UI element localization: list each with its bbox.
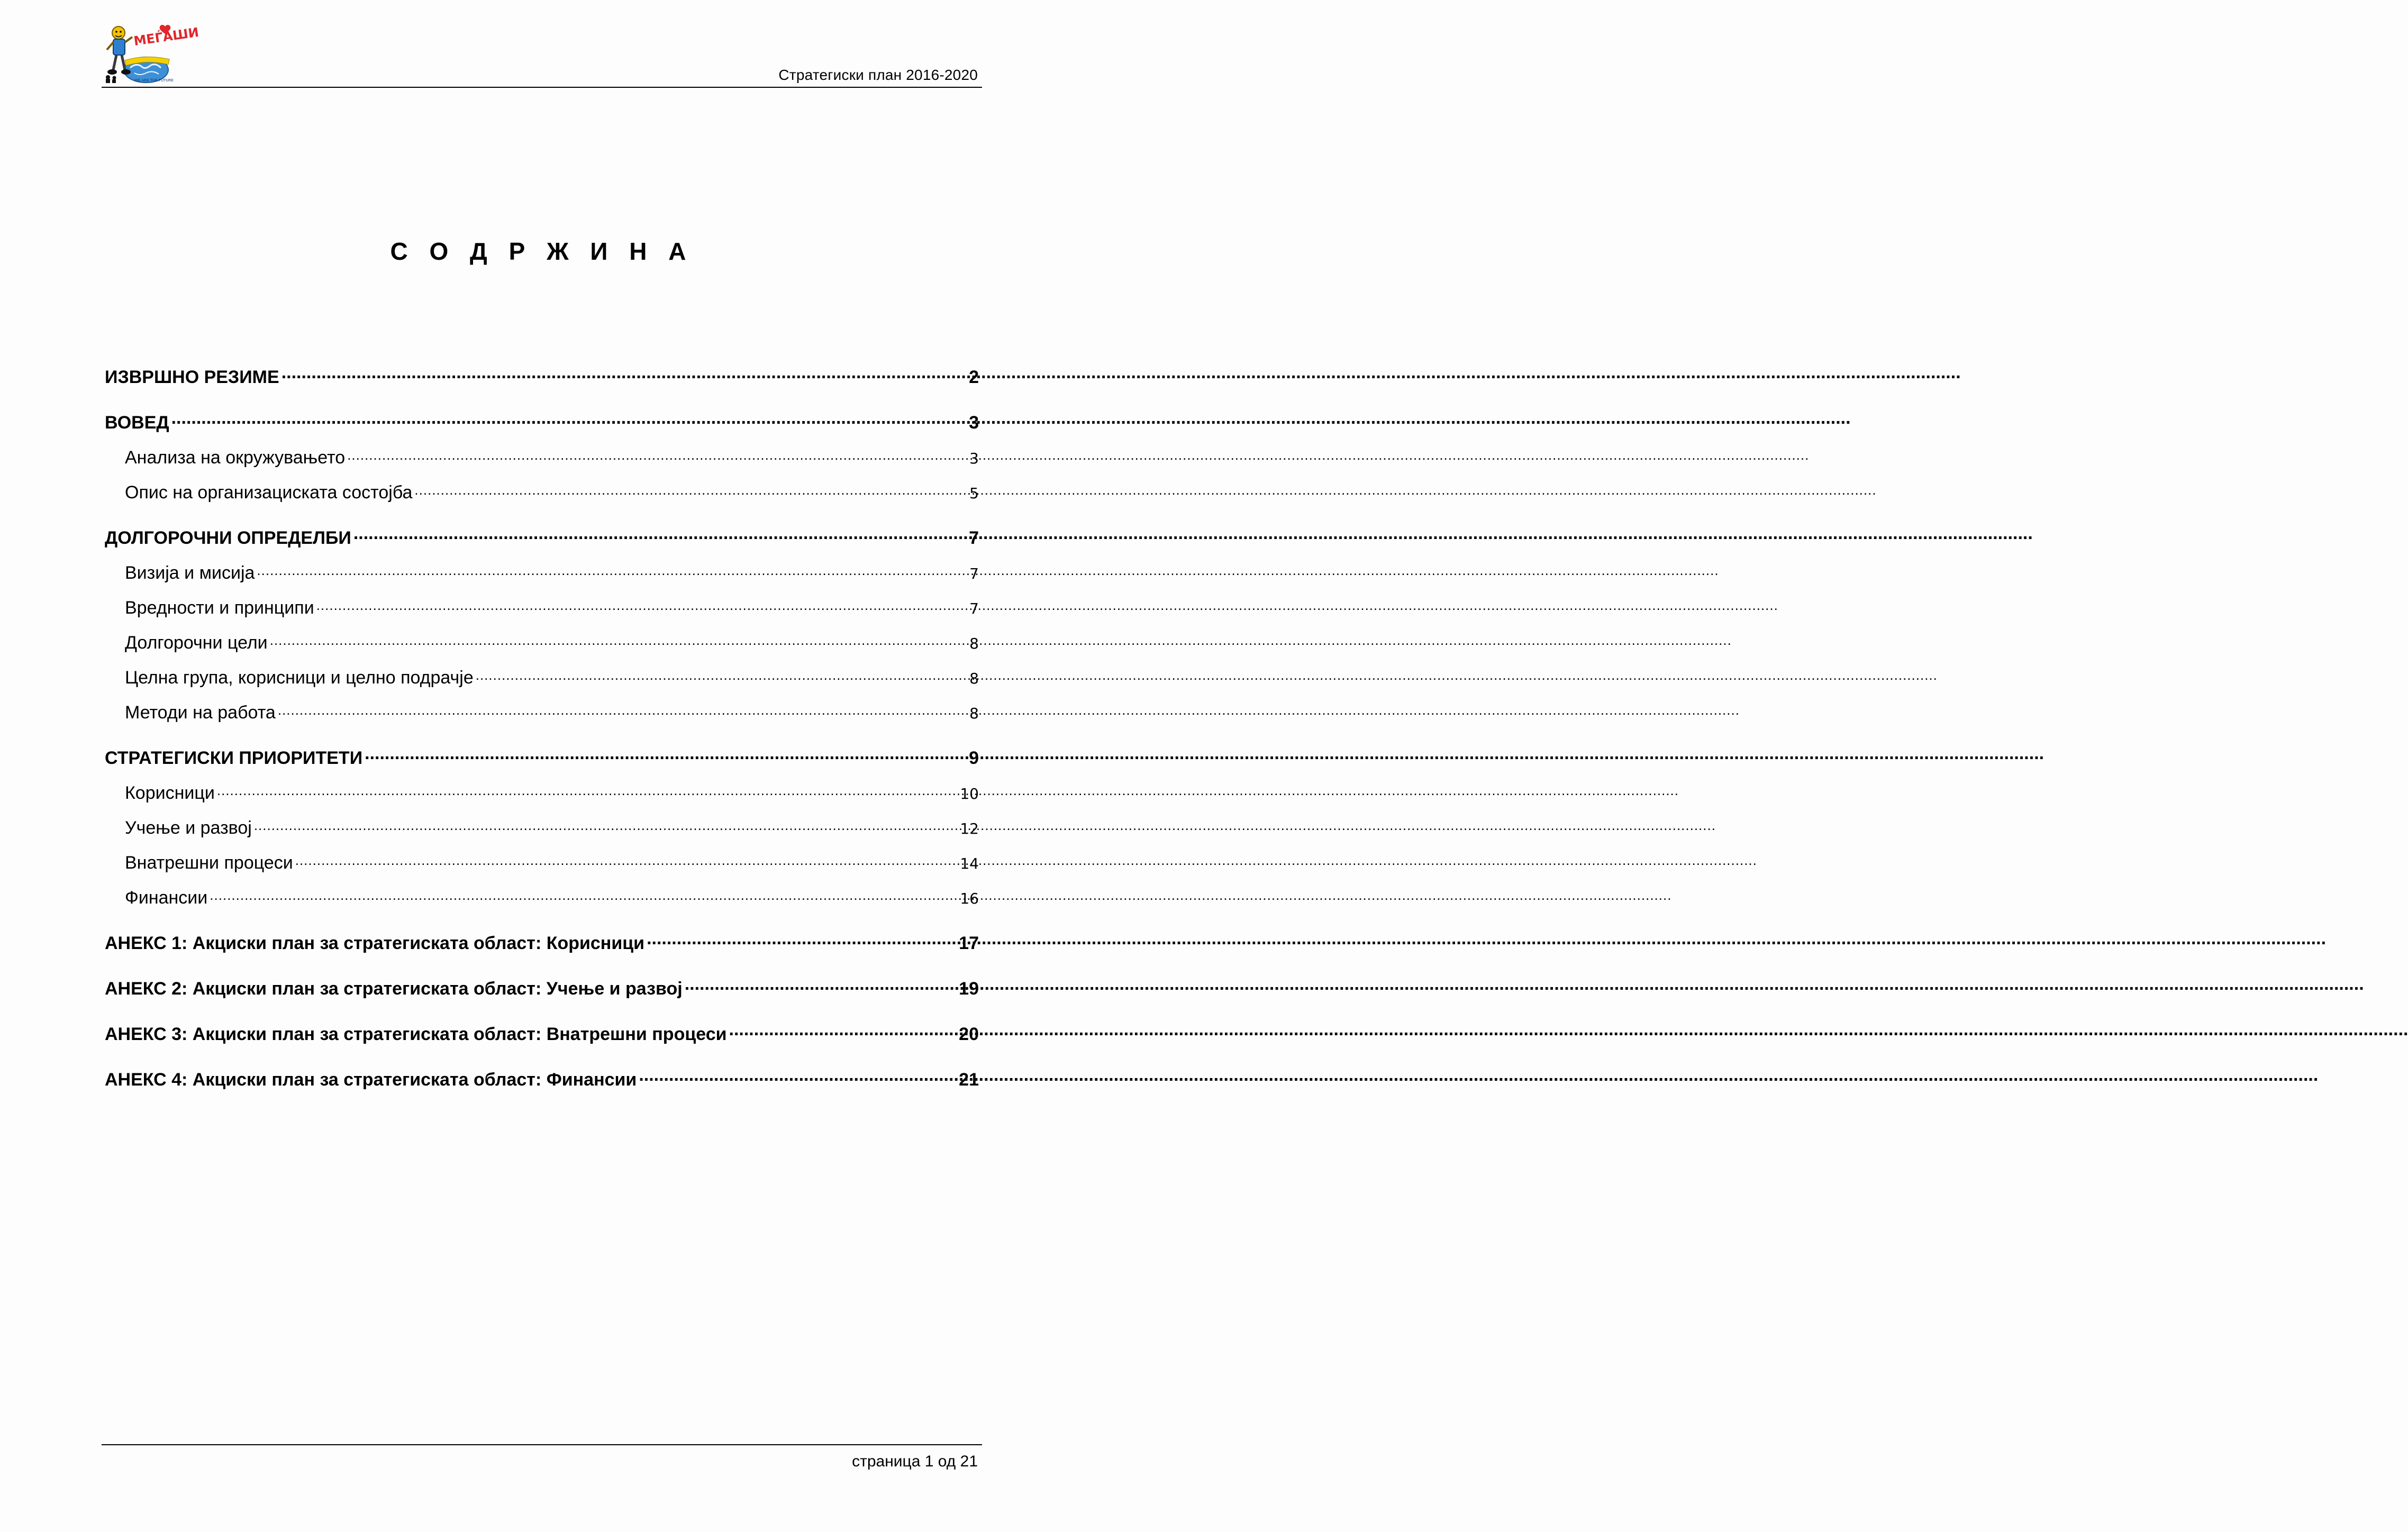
toc-entry-title: АНЕКС 4: Акциски план за стратегиската област: Финансии (105, 1070, 637, 1090)
toc-entry-section[interactable] (105, 746, 979, 769)
toc-entry-page-number: 3 (969, 450, 979, 467)
toc-entry-section[interactable] (105, 1022, 979, 1045)
toc-entry-title: Вредности и принципи (125, 598, 314, 618)
toc-entry-title: Учење и развој (125, 818, 252, 838)
toc-entry-section[interactable] (105, 411, 979, 433)
toc-entry-page-number: 7 (969, 600, 979, 617)
toc-entry-title: Внатрешни процеси (125, 853, 293, 873)
toc-entry-title: АНЕКС 3: Акциски план за стратегиската област: Внатрешни процеси (105, 1024, 727, 1044)
toc-entry-title: Целна група, корисници и целно подрачје (125, 668, 474, 688)
toc-dot-leader (295, 851, 958, 869)
toc-dot-leader (171, 411, 967, 428)
toc-dot-leader (685, 977, 957, 995)
toc-entry-subsection[interactable] (105, 851, 979, 873)
toc-entry-title: Долгорочни цели (125, 633, 268, 653)
toc-entry-title: Финансии (125, 888, 208, 908)
toc-entry-subsection[interactable] (105, 480, 979, 503)
toc-entry-title: Методи на работа (125, 703, 276, 723)
toc-dot-leader (281, 365, 967, 383)
toc-entry-page-number: 12 (960, 820, 979, 837)
logo-tagline: WE ARE THE FUTURE (134, 78, 174, 83)
toc-entry-page-number: 14 (960, 855, 979, 872)
toc-dot-leader (210, 886, 958, 904)
toc-entry-page-number: 5 (969, 485, 979, 502)
toc-entry-subsection[interactable] (105, 700, 979, 723)
toc-dot-leader (316, 596, 967, 614)
toc-dot-leader (476, 665, 967, 683)
toc-dot-leader (353, 526, 967, 544)
toc-entry-section[interactable] (105, 977, 979, 999)
toc-dot-leader (729, 1022, 957, 1040)
toc-entry-title: Корисници (125, 783, 215, 803)
toc-dot-leader (278, 700, 967, 718)
toc-entry-page-number: 19 (959, 979, 979, 999)
toc-entry-page-number: 8 (969, 705, 979, 722)
toc-entry-page-number: 21 (959, 1070, 979, 1090)
toc-entry-title: Опис на организациската состојба (125, 482, 413, 503)
toc-entry-subsection[interactable] (105, 445, 979, 468)
toc-entry-subsection[interactable] (105, 665, 979, 688)
toc-entry-page-number: 17 (959, 933, 979, 953)
toc-entry-section[interactable] (105, 1068, 979, 1090)
toc-entry-page-number: 2 (969, 367, 979, 387)
toc-dot-leader (217, 781, 958, 799)
toc-entry-subsection[interactable] (105, 781, 979, 804)
running-title: Стратегиски план 2016-2020 (778, 67, 978, 83)
toc-entry-page-number: 8 (969, 635, 979, 652)
logo-wordmark: МЕЃАШИ (132, 24, 200, 49)
toc-entry-section[interactable] (105, 365, 979, 388)
toc-dot-leader (647, 931, 957, 949)
toc-entry-title: ДОЛГОРОЧНИ ОПРЕДЕЛБИ (105, 528, 351, 548)
toc-dot-leader (257, 561, 967, 579)
toc-entry-subsection[interactable] (105, 561, 979, 583)
toc-entry-title: СТРАТЕГИСКИ ПРИОРИТЕТИ (105, 748, 363, 768)
toc-entry-subsection[interactable] (105, 816, 979, 838)
toc-dot-leader (365, 746, 967, 764)
toc-entry-page-number: 16 (960, 890, 979, 907)
page-number-label: страница 1 од 21 (852, 1453, 978, 1470)
toc-entry-title: Анализа на окружувањето (125, 448, 346, 468)
page-header (102, 19, 982, 88)
organization-logo (104, 21, 200, 84)
toc-entry-subsection[interactable] (105, 631, 979, 653)
toc-entry-section[interactable] (105, 931, 979, 954)
toc-entry-page-number: 20 (959, 1024, 979, 1044)
toc-entry-title: Визија и мисија (125, 563, 255, 583)
toc-entry-page-number: 3 (969, 413, 979, 433)
toc-entry-page-number: 7 (969, 528, 979, 548)
toc-dot-leader (639, 1068, 957, 1086)
toc-entry-title: ВОВЕД (105, 413, 169, 433)
toc-entry-title: АНЕКС 2: Акциски план за стратегиската област: Учење и развој (105, 979, 683, 999)
toc-dot-leader (270, 631, 967, 649)
toc-entry-subsection[interactable] (105, 596, 979, 618)
toc-entry-title: ИЗВРШНО РЕЗИМЕ (105, 367, 279, 387)
toc-dot-leader (254, 816, 958, 834)
toc-entry-title: АНЕКС 1: Акциски план за стратегиската област: Корисници (105, 933, 645, 953)
page-title: С О Д Р Ж И Н А (390, 238, 694, 265)
toc-entry-page-number: 8 (969, 670, 979, 687)
toc-dot-leader (347, 445, 967, 463)
toc-entry-subsection[interactable] (105, 886, 979, 908)
toc-entry-page-number: 7 (969, 565, 979, 582)
toc-entry-page-number: 10 (960, 785, 979, 803)
toc-dot-leader (414, 480, 967, 498)
toc-entry-section[interactable] (105, 526, 979, 549)
toc-entry-page-number: 9 (969, 748, 979, 768)
page-footer (102, 1444, 982, 1470)
